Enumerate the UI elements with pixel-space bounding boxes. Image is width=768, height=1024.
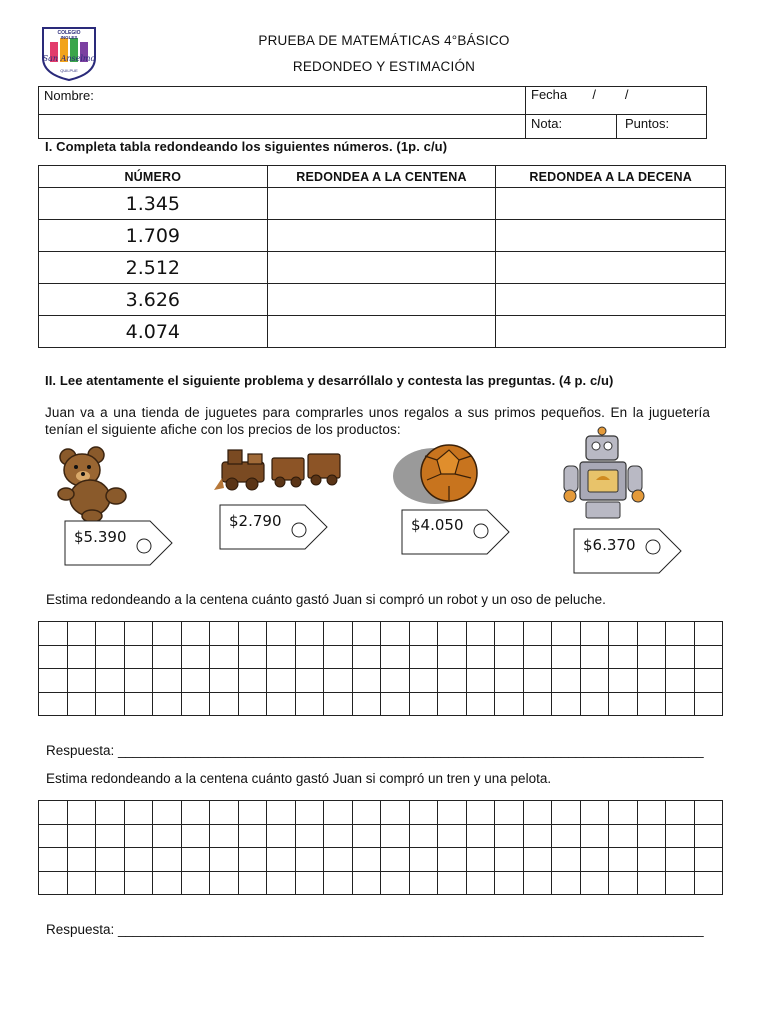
grid-cell[interactable] [409,645,438,669]
grid-cell[interactable] [67,824,96,848]
grid-cell[interactable] [495,824,524,848]
price-bear: $5.390 [74,528,127,546]
grid-cell[interactable] [580,871,609,895]
grid-cell[interactable] [666,824,695,848]
grid-cell[interactable] [39,824,68,848]
answer-cell-hundreds[interactable] [267,220,496,252]
grid-cell[interactable] [409,622,438,646]
grid-cell[interactable] [438,669,467,693]
grid-cell[interactable] [39,669,68,693]
logo-text-1: COLEGIO [57,30,81,36]
price-tag-train [219,504,329,550]
grid-cell[interactable] [637,871,666,895]
grid-cell[interactable] [381,824,410,848]
table-row [39,316,726,348]
grid-cell[interactable] [637,824,666,848]
grid-cell[interactable] [267,622,296,646]
ball-image [393,442,489,509]
grid-cell[interactable] [67,871,96,895]
grid-cell[interactable] [609,669,638,693]
grid-cell[interactable] [637,622,666,646]
grid-cell[interactable] [438,622,467,646]
answer-cell-tens[interactable] [496,252,726,284]
grid-cell[interactable] [210,622,239,646]
grid-cell[interactable] [609,848,638,872]
grid-cell[interactable] [352,692,381,716]
table-row [39,252,726,284]
grid-cell[interactable] [552,801,581,825]
teddy-bear-image [52,444,132,527]
grid-cell[interactable] [495,871,524,895]
grid-cell[interactable] [124,871,153,895]
grid-cell[interactable] [96,669,125,693]
grid-cell[interactable] [523,848,552,872]
grid-cell[interactable] [210,669,239,693]
grid-cell[interactable] [238,692,267,716]
grid-cell[interactable] [666,645,695,669]
grid-cell[interactable] [523,645,552,669]
grid-cell[interactable] [124,692,153,716]
grid-cell[interactable] [324,622,353,646]
grid-cell[interactable] [153,692,182,716]
robot-image [558,426,650,529]
grid-cell[interactable] [210,871,239,895]
name-field[interactable]: Nombre: [44,88,94,103]
logo-text-4: QUILPUE [60,68,78,73]
grid-cell[interactable] [210,848,239,872]
grid-cell[interactable] [552,622,581,646]
grid-cell[interactable] [267,848,296,872]
grid-cell[interactable] [352,622,381,646]
grid-cell[interactable] [352,801,381,825]
number-cell: 1.709 [39,220,268,252]
grid-cell[interactable] [124,848,153,872]
grid-cell[interactable] [181,669,210,693]
grid-cell[interactable] [552,692,581,716]
grid-cell[interactable] [39,645,68,669]
grid-cell[interactable] [409,824,438,848]
answer-cell-tens[interactable] [496,316,726,348]
grid-cell[interactable] [523,692,552,716]
grid-row [39,669,723,693]
grid-cell[interactable] [96,692,125,716]
grid-cell[interactable] [694,801,723,825]
grid-cell[interactable] [124,622,153,646]
grid-cell[interactable] [580,848,609,872]
number-cell: 1.345 [39,188,268,220]
grid-cell[interactable] [381,848,410,872]
grid-cell[interactable] [495,801,524,825]
answer-cell-tens[interactable] [496,188,726,220]
grid-cell[interactable] [609,801,638,825]
grid-cell[interactable] [495,669,524,693]
grid-cell[interactable] [438,871,467,895]
grid-cell[interactable] [96,645,125,669]
grid-cell[interactable] [352,871,381,895]
section2-heading: II. Lee atentamente el siguiente problema y desarróllalo y contesta las preguntas. (4 p. c/u) [45,373,614,388]
grid-cell[interactable] [181,622,210,646]
table-row [39,220,726,252]
grid-cell[interactable] [124,824,153,848]
grid-cell[interactable] [552,645,581,669]
grid-cell[interactable] [495,692,524,716]
grid-cell[interactable] [580,801,609,825]
grid-cell[interactable] [466,669,495,693]
grid-cell[interactable] [666,801,695,825]
grid-cell[interactable] [694,871,723,895]
grid-cell[interactable] [352,824,381,848]
grid-cell[interactable] [324,801,353,825]
grid-cell[interactable] [381,645,410,669]
student-info-table [38,86,707,139]
grid-cell[interactable] [694,692,723,716]
grid-cell[interactable] [466,848,495,872]
grid-cell[interactable] [267,645,296,669]
grid-cell[interactable] [153,824,182,848]
grid-cell[interactable] [666,669,695,693]
grid-cell[interactable] [466,801,495,825]
grid-cell[interactable] [580,692,609,716]
number-cell: 3.626 [39,284,268,316]
grid-cell[interactable] [181,645,210,669]
train-image [214,442,344,499]
grid-cell[interactable] [96,871,125,895]
grid-cell[interactable] [552,669,581,693]
grid-cell[interactable] [637,801,666,825]
grid-cell[interactable] [324,824,353,848]
grid-cell[interactable] [96,848,125,872]
grid-cell[interactable] [238,824,267,848]
grid-cell[interactable] [295,645,324,669]
answer-cell-hundreds[interactable] [267,188,496,220]
grid-cell[interactable] [637,669,666,693]
grid-cell[interactable] [267,824,296,848]
grid-cell[interactable] [324,848,353,872]
grid-cell[interactable] [694,848,723,872]
price-ball: $4.050 [411,516,464,534]
grid-cell[interactable] [67,801,96,825]
grid-cell[interactable] [295,801,324,825]
grid-cell[interactable] [324,692,353,716]
price-tag-bear [64,520,174,566]
grid-cell[interactable] [352,645,381,669]
grid-cell[interactable] [381,871,410,895]
grid-cell[interactable] [637,692,666,716]
grid-cell[interactable] [495,645,524,669]
grid-cell[interactable] [381,622,410,646]
grid-cell[interactable] [67,645,96,669]
grid-cell[interactable] [637,645,666,669]
grid-cell[interactable] [238,645,267,669]
price-tag-robot [573,528,683,574]
grid-cell[interactable] [523,622,552,646]
grid-cell[interactable] [96,622,125,646]
grid-cell[interactable] [438,645,467,669]
grid-cell[interactable] [495,848,524,872]
grid-cell[interactable] [438,692,467,716]
grid-cell[interactable] [666,692,695,716]
grid-cell[interactable] [67,848,96,872]
grid-cell[interactable] [523,801,552,825]
grid-cell[interactable] [238,622,267,646]
answer-cell-hundreds[interactable] [267,284,496,316]
grid-cell[interactable] [523,669,552,693]
grade-field[interactable]: Nota: [531,116,563,131]
grid-cell[interactable] [181,801,210,825]
grid-cell[interactable] [352,669,381,693]
grid-cell[interactable] [238,669,267,693]
grid-cell[interactable] [181,692,210,716]
grid-cell[interactable] [295,871,324,895]
grid-row [39,824,723,848]
grid-cell[interactable] [39,692,68,716]
grid-cell[interactable] [153,848,182,872]
date-field[interactable]: Fecha / / [531,87,629,102]
grid-cell[interactable] [495,622,524,646]
grid-cell[interactable] [267,692,296,716]
grid-cell[interactable] [124,645,153,669]
grid-cell[interactable] [466,824,495,848]
grid-cell[interactable] [210,801,239,825]
grid-cell[interactable] [324,669,353,693]
answer-cell-hundreds[interactable] [267,316,496,348]
number-cell: 2.512 [39,252,268,284]
grid-cell[interactable] [295,824,324,848]
grid-cell[interactable] [609,645,638,669]
grid-cell[interactable] [552,871,581,895]
grid-row [39,692,723,716]
answer-cell-hundreds[interactable] [267,252,496,284]
grid-row [39,801,723,825]
grid-cell[interactable] [580,824,609,848]
price-train: $2.790 [229,512,282,530]
grid-cell[interactable] [666,871,695,895]
grid-cell[interactable] [466,622,495,646]
grid-cell[interactable] [39,801,68,825]
grid-cell[interactable] [694,645,723,669]
grid-cell[interactable] [96,801,125,825]
answer-line-2[interactable]: Respuesta: ______________________________________________________________________________ [46,922,704,937]
grid-cell[interactable] [238,801,267,825]
grid-cell[interactable] [352,848,381,872]
grid-cell[interactable] [580,645,609,669]
grid-cell[interactable] [409,848,438,872]
rounding-table [38,165,726,348]
grid-cell[interactable] [438,824,467,848]
answer-cell-tens[interactable] [496,284,726,316]
grid-cell[interactable] [580,669,609,693]
grid-row [39,622,723,646]
grid-cell[interactable] [267,871,296,895]
column-header-hundreds: REDONDEA A LA CENTENA [267,166,496,188]
question-2: Estima redondeando a la centena cuánto gastó Juan si compró un tren y una pelota. [46,771,552,786]
grid-cell[interactable] [39,622,68,646]
logo-text-3: San Anselmo [42,54,96,63]
grid-cell[interactable] [523,871,552,895]
logo-text-2: INGLES [60,35,78,40]
number-cell: 4.074 [39,316,268,348]
grid-cell[interactable] [466,871,495,895]
page-title: PRUEBA DE MATEMÁTICAS 4°BÁSICO [258,33,510,48]
grid-cell[interactable] [324,871,353,895]
grid-cell[interactable] [39,848,68,872]
grid-cell[interactable] [295,692,324,716]
grid-row [39,645,723,669]
work-grid-2[interactable] [38,800,723,895]
grid-cell[interactable] [381,692,410,716]
grid-cell[interactable] [409,669,438,693]
grid-cell[interactable] [438,848,467,872]
grid-cell[interactable] [409,871,438,895]
grid-row [39,848,723,872]
grid-cell[interactable] [153,622,182,646]
grid-cell[interactable] [694,622,723,646]
grid-cell[interactable] [466,692,495,716]
problem-text: Juan va a una tienda de juguetes para comprarles unos regalos a sus primos pequeños. En la juguetería tenían el siguiente afiche con los precios de los productos: [45,405,710,437]
work-grid-1[interactable] [38,621,723,716]
page-subtitle: REDONDEO Y ESTIMACIÓN [292,59,476,74]
grid-cell[interactable] [295,848,324,872]
grid-cell[interactable] [694,824,723,848]
grid-cell[interactable] [181,824,210,848]
grid-cell[interactable] [210,692,239,716]
grid-cell[interactable] [381,801,410,825]
grid-cell[interactable] [39,871,68,895]
grid-cell[interactable] [552,824,581,848]
grid-cell[interactable] [381,669,410,693]
grid-cell[interactable] [153,669,182,693]
grid-cell[interactable] [666,622,695,646]
points-field[interactable]: Puntos: [625,116,670,131]
question-1: Estima redondeando a la centena cuánto gastó Juan si compró un robot y un oso de peluche. [46,592,606,607]
table-row [39,188,726,220]
grid-cell[interactable] [96,824,125,848]
grid-cell[interactable] [637,848,666,872]
grid-cell[interactable] [609,824,638,848]
answer-cell-tens[interactable] [496,220,726,252]
grid-cell[interactable] [466,645,495,669]
grid-cell[interactable] [67,669,96,693]
column-header-number: NÚMERO [39,166,268,188]
grid-cell[interactable] [267,801,296,825]
column-header-tens: REDONDEA A LA DECENA [496,166,726,188]
grid-cell[interactable] [153,801,182,825]
table-row [39,284,726,316]
grid-cell[interactable] [67,622,96,646]
section1-heading: I. Completa tabla redondeando los siguientes números. (1p. c/u) [45,139,448,154]
grid-cell[interactable] [267,669,296,693]
grid-cell[interactable] [409,692,438,716]
grid-cell[interactable] [609,622,638,646]
grid-cell[interactable] [609,871,638,895]
grid-cell[interactable] [238,871,267,895]
grid-cell[interactable] [324,645,353,669]
grid-cell[interactable] [580,622,609,646]
grid-cell[interactable] [438,801,467,825]
grid-cell[interactable] [181,848,210,872]
grid-cell[interactable] [552,848,581,872]
grid-cell[interactable] [609,692,638,716]
grid-cell[interactable] [238,848,267,872]
grid-cell[interactable] [409,801,438,825]
grid-cell[interactable] [124,801,153,825]
answer-line-1[interactable]: Respuesta: ______________________________________________________________________________ [46,743,704,758]
grid-cell[interactable] [153,645,182,669]
grid-cell[interactable] [153,871,182,895]
grid-cell[interactable] [181,871,210,895]
price-robot: $6.370 [583,536,636,554]
grid-cell[interactable] [666,848,695,872]
grid-cell[interactable] [210,824,239,848]
grid-cell[interactable] [124,669,153,693]
grid-cell[interactable] [694,669,723,693]
grid-cell[interactable] [295,669,324,693]
grid-row [39,871,723,895]
grid-cell[interactable] [523,824,552,848]
price-tag-ball [401,509,511,555]
grid-cell[interactable] [67,692,96,716]
grid-cell[interactable] [210,645,239,669]
grid-cell[interactable] [295,622,324,646]
